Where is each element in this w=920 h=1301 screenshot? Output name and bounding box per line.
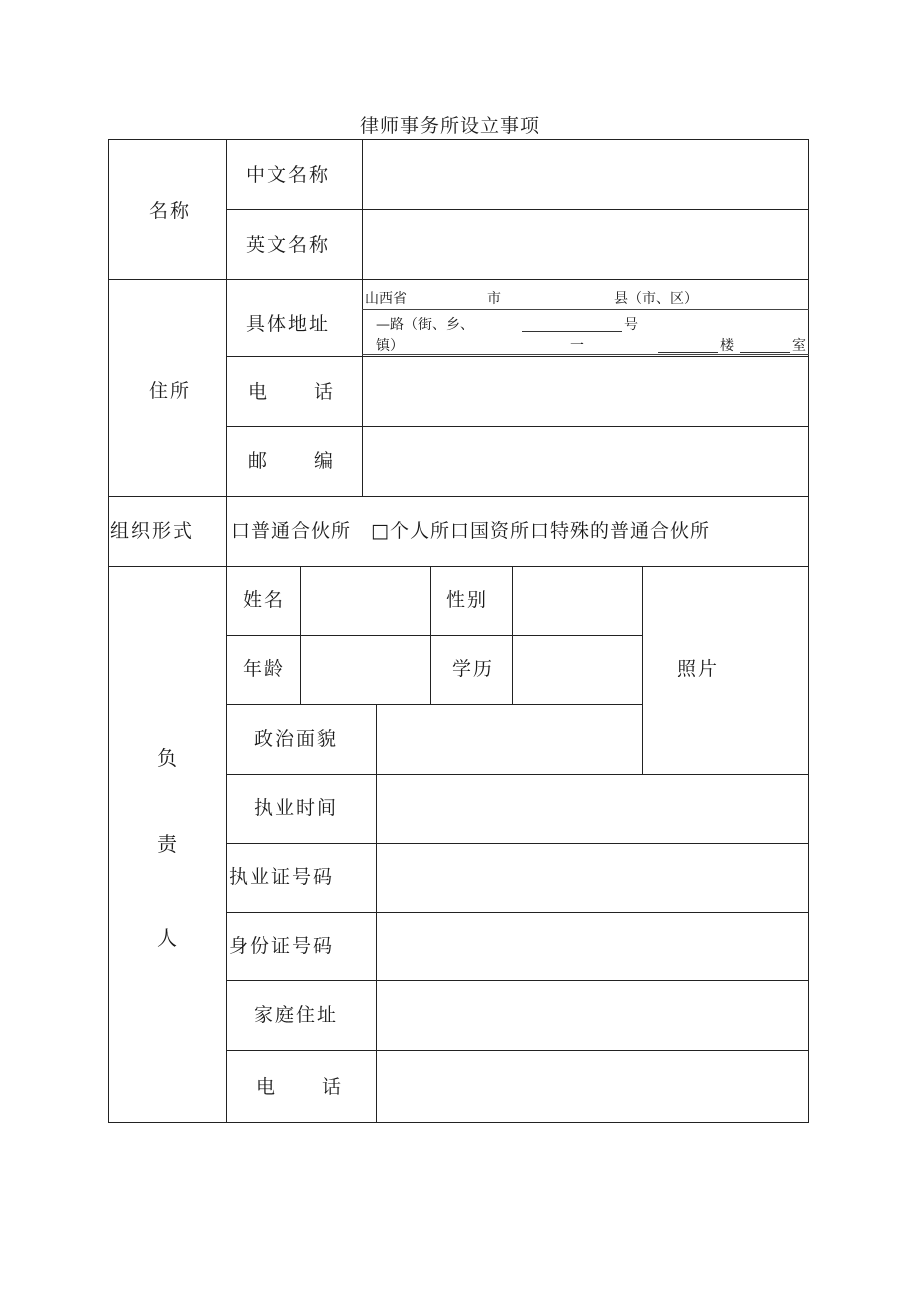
address-phone-field[interactable]	[363, 357, 808, 426]
person-label-char-1: 负	[157, 746, 179, 770]
person-phone-label: 电 话	[256, 1076, 345, 1098]
person-political-field[interactable]	[377, 705, 642, 774]
person-political-label: 政治面貌	[254, 728, 339, 750]
name-section-label: 名称	[149, 200, 192, 222]
person-gender-field[interactable]	[513, 567, 642, 635]
specific-address-label: 具体地址	[246, 313, 331, 335]
table-border-left	[108, 139, 109, 1123]
address-province: 山西省	[365, 291, 407, 307]
english-name-label: 英文名称	[246, 234, 331, 256]
address-building: 楼	[720, 338, 734, 354]
person-license-number-field[interactable]	[377, 844, 808, 912]
english-name-field[interactable]	[363, 210, 808, 279]
address-city: 市	[487, 291, 501, 307]
person-home-address-field[interactable]	[377, 981, 808, 1050]
address-section-label: 住所	[149, 380, 192, 402]
address-room-underline	[740, 352, 790, 353]
page-title: 律师事务所设立事项	[360, 115, 541, 137]
person-education-field[interactable]	[513, 636, 642, 704]
person-practice-time-label: 执业时间	[254, 797, 339, 819]
person-gender-label: 性别	[446, 589, 489, 611]
address-number-underline	[522, 331, 622, 332]
person-age-label: 年龄	[243, 658, 286, 680]
person-photo-label: 照片	[677, 658, 720, 680]
table-border-right	[808, 139, 809, 1123]
postcode-field[interactable]	[363, 427, 808, 496]
person-name-label: 姓名	[243, 589, 286, 611]
person-label-char-3: 人	[157, 926, 179, 950]
person-education-label: 学历	[452, 658, 495, 680]
divider-address-org	[108, 496, 809, 497]
organization-label: 组织形式	[110, 520, 195, 542]
chinese-name-label: 中文名称	[246, 164, 331, 186]
chinese-name-field[interactable]	[363, 140, 808, 209]
address-town: 镇）	[376, 338, 404, 354]
person-license-number-label: 执业证号码	[229, 866, 335, 888]
person-photo-box[interactable]	[643, 567, 808, 774]
person-practice-time-field[interactable]	[377, 775, 808, 843]
address-county: 县（市、区）	[614, 291, 698, 307]
postcode-label: 邮 编	[248, 450, 337, 472]
organization-options[interactable]: 口普通合伙所 □个人所口国资所口特殊的普通合伙所	[231, 520, 710, 542]
person-label-char-2: 责	[157, 832, 179, 856]
address-dash: 一	[570, 338, 584, 354]
address-number: 号	[624, 317, 638, 333]
address-building-underline	[658, 352, 718, 353]
person-home-address-label: 家庭住址	[254, 1004, 339, 1026]
person-phone-field[interactable]	[377, 1051, 808, 1122]
person-age-field[interactable]	[301, 636, 430, 704]
person-id-number-label: 身份证号码	[229, 935, 335, 957]
address-room: 室	[792, 338, 806, 354]
address-phone-label: 电 话	[248, 381, 337, 403]
divider-category-column	[226, 139, 227, 1123]
person-name-field[interactable]	[301, 567, 430, 635]
person-id-number-field[interactable]	[377, 913, 808, 980]
table-border-bottom	[108, 1122, 809, 1123]
address-road: —路（街、乡、	[376, 317, 474, 333]
